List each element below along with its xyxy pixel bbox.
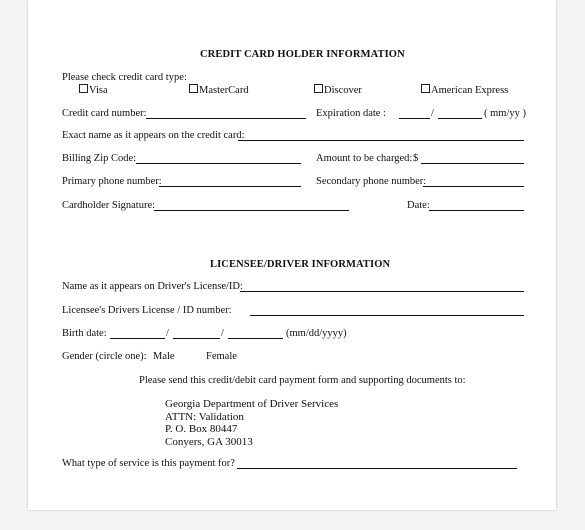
check-card-type-label: Please check credit card type:	[62, 72, 187, 83]
address-line: Conyers, GA 30013	[165, 435, 253, 448]
exact-name-label: Exact name as it appears on the credit card:	[62, 130, 245, 141]
card-number-label: Credit card number:	[62, 108, 147, 119]
card-section-title: CREDIT CARD HOLDER INFORMATION	[200, 49, 405, 60]
card-type-mastercard[interactable]	[189, 84, 249, 97]
amex-checkbox[interactable]	[421, 84, 430, 93]
secondary-phone-label: Secondary phone number:	[316, 176, 427, 187]
address-line: P. O. Box 80447	[165, 423, 238, 435]
mastercard-checkbox[interactable]	[189, 84, 198, 93]
expiration-label: Expiration date :	[316, 108, 386, 119]
expiration-slash: /	[431, 108, 434, 119]
amex-label: American Express	[431, 85, 509, 96]
signature-label: Cardholder Signature:	[62, 200, 156, 211]
birth-month-field[interactable]	[110, 338, 165, 339]
expiration-year-field[interactable]	[438, 118, 482, 119]
primary-phone-field[interactable]	[159, 186, 301, 187]
discover-checkbox[interactable]	[314, 84, 323, 93]
license-number-label: Licensee's Drivers License / ID number:	[62, 305, 232, 316]
primary-phone-label: Primary phone number:	[62, 176, 162, 187]
birth-year-field[interactable]	[228, 338, 283, 339]
visa-checkbox[interactable]	[79, 84, 88, 93]
billing-zip-label: Billing Zip Code:	[62, 153, 137, 164]
billing-zip-field[interactable]	[136, 163, 301, 164]
birth-slash-2: /	[221, 328, 224, 339]
license-name-label: Name as it appears on Driver's License/ID:	[62, 281, 243, 292]
visa-label: Visa	[89, 85, 108, 96]
address-line: Georgia Department of Driver Services	[165, 398, 339, 410]
mastercard-label: MasterCard	[199, 85, 249, 96]
birth-date-format: (mm/dd/yyyy)	[286, 328, 347, 339]
service-type-label: What type of service is this payment for?	[62, 458, 235, 469]
birth-day-field[interactable]	[173, 338, 220, 339]
card-type-visa[interactable]	[79, 84, 108, 97]
signature-field[interactable]	[154, 210, 349, 211]
expiration-format: ( mm/yy )	[484, 108, 526, 119]
address-line: ATTN: Validation	[165, 410, 244, 423]
form-page	[28, 0, 556, 510]
exact-name-field[interactable]	[238, 140, 524, 141]
birth-slash-1: /	[166, 328, 169, 339]
discover-label: Discover	[324, 85, 362, 96]
mailing-address	[165, 398, 338, 448]
gender-female-option[interactable]: Female	[206, 351, 237, 362]
send-instruction: Please send this credit/debit card payment form and supporting documents to:	[139, 375, 466, 386]
service-type-field[interactable]	[237, 468, 517, 469]
expiration-month-field[interactable]	[399, 118, 430, 119]
birth-date-label: Birth date:	[62, 328, 107, 339]
licensee-section-title: LICENSEE/DRIVER INFORMATION	[210, 259, 391, 270]
amount-label: Amount to be charged:	[316, 153, 413, 164]
amount-currency: $	[413, 153, 419, 164]
card-type-amex[interactable]	[421, 84, 508, 97]
date-field[interactable]	[429, 210, 524, 211]
license-name-field[interactable]	[240, 291, 524, 292]
secondary-phone-field[interactable]	[423, 186, 524, 187]
card-type-discover[interactable]	[314, 84, 362, 97]
card-number-field[interactable]	[146, 118, 306, 119]
amount-field[interactable]	[421, 163, 524, 164]
gender-male-option[interactable]: Male	[153, 351, 175, 362]
date-label: Date:	[407, 200, 430, 211]
license-number-field[interactable]	[250, 315, 524, 316]
gender-label: Gender (circle one):	[62, 351, 147, 362]
